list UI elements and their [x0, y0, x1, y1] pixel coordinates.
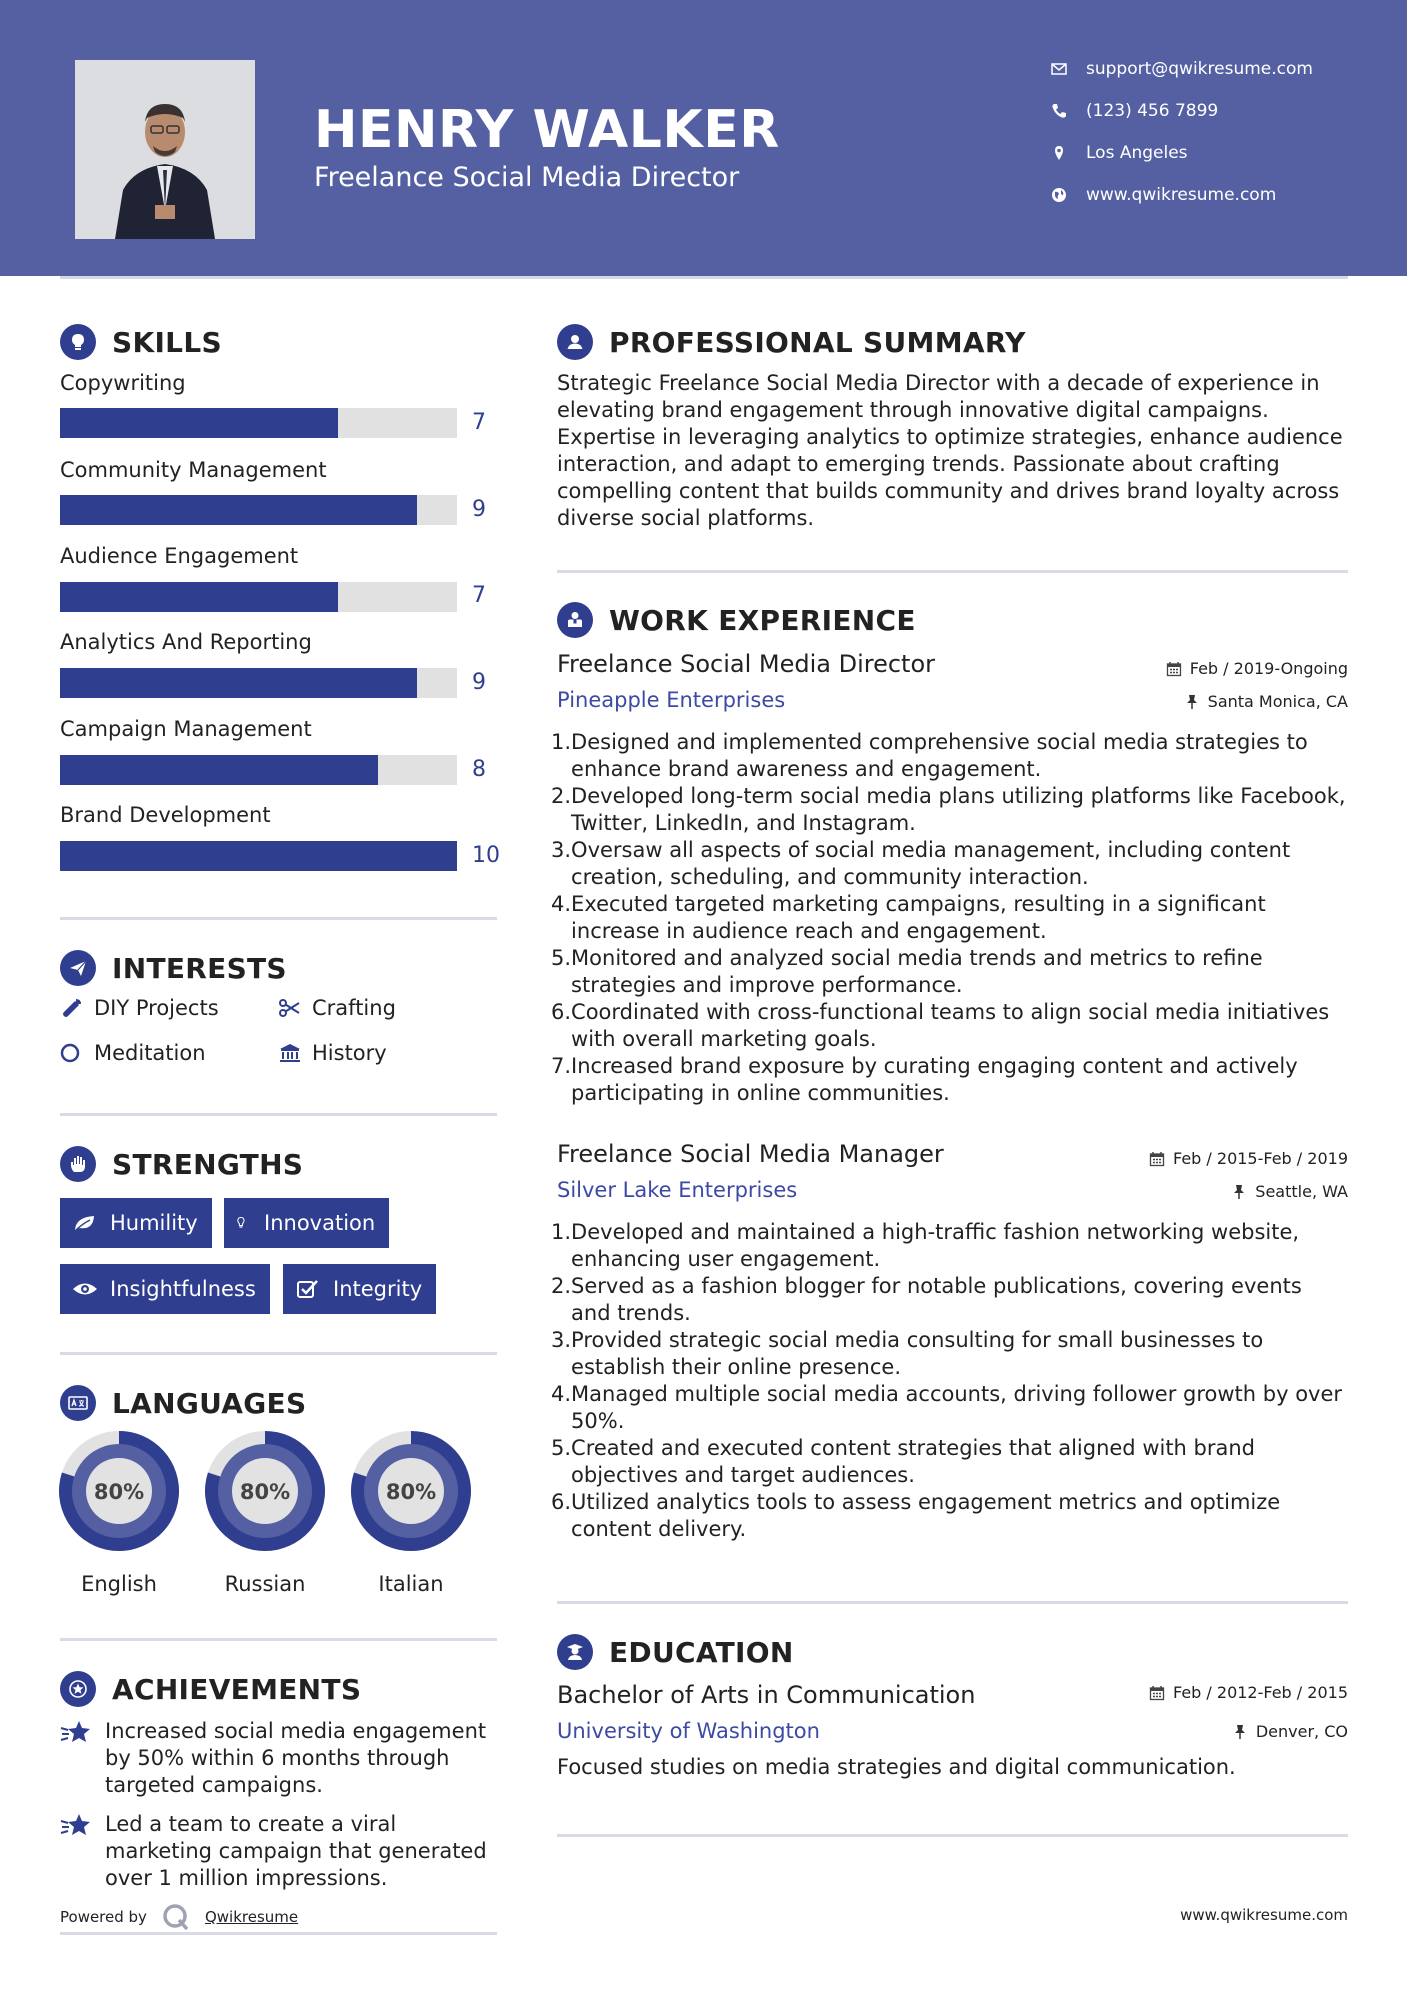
job-location: Seattle, WA: [1231, 1182, 1348, 1201]
globe-icon: [1050, 186, 1068, 204]
strengths-heading: STRENGTHS: [60, 1146, 303, 1182]
bullet-item: 2. Developed long-term social media plans utilizing platforms like Facebook, Twitter, LinkedIn, and Instagram.: [551, 784, 1346, 835]
phone-icon: [1050, 102, 1068, 120]
education-description: Focused studies on media strategies and digital communication.: [557, 1755, 1236, 1779]
section-divider: [60, 1932, 497, 1935]
bullet-item: 3. Provided strategic social media consulting for small businesses to establish their online presence.: [551, 1328, 1264, 1379]
candidate-name: HENRY WALKER: [314, 100, 780, 160]
company-name: Pineapple Enterprises: [557, 688, 786, 712]
bullet-item: 4. Executed targeted marketing campaigns, resulting in a significant increase in audience reach and engagement.: [551, 892, 1266, 943]
skill-value: 7: [472, 583, 486, 608]
skill-bar: [60, 841, 457, 871]
footer-website[interactable]: www.qwikresume.com: [1180, 1906, 1348, 1924]
star-badge-icon: [60, 1671, 96, 1707]
section-divider: [557, 1601, 1348, 1604]
strength-badge: Integrity: [283, 1264, 436, 1314]
education-location: Denver, CO: [1232, 1722, 1348, 1741]
interest-item: Crafting: [278, 996, 396, 1020]
candidate-title: Freelance Social Media Director: [314, 162, 740, 193]
location-text: Los Angeles: [1086, 143, 1188, 163]
skill-bar: [60, 408, 457, 438]
hand-icon: [60, 1146, 96, 1182]
education-dates: Feb / 2012-Feb / 2015: [1149, 1683, 1348, 1702]
skill-bar: [60, 495, 457, 525]
user-icon: [557, 324, 593, 360]
section-divider: [60, 1352, 497, 1355]
paper-plane-icon: [60, 950, 96, 986]
bullet-item: 3. Oversaw all aspects of social media management, including content creation, scheduling, and community interaction.: [551, 838, 1291, 889]
shooting-star-icon: [60, 1811, 92, 1839]
language-percent: 80%: [239, 1480, 291, 1504]
bullet-item: 6. Coordinated with cross-functional teams to align social media initiatives with overall marketing goals.: [551, 1000, 1330, 1051]
section-divider: [557, 1834, 1348, 1837]
lightbulb-icon: [236, 1212, 252, 1234]
skill-value: 9: [472, 497, 486, 522]
profile-photo: [75, 60, 255, 239]
job-title: Freelance Social Media Director: [557, 650, 936, 678]
bullet-item: 2. Served as a fashion blogger for notable publications, covering events and trends.: [551, 1274, 1302, 1325]
language-gauge: [348, 1428, 474, 1554]
pushpin-icon: [1184, 694, 1200, 710]
leaf-icon: [72, 1212, 98, 1234]
contact-website[interactable]: [1050, 185, 1276, 205]
resume-header: [0, 0, 1407, 276]
calendar-icon: [1149, 1151, 1165, 1167]
qwikresume-link[interactable]: Qwikresume: [204, 1908, 299, 1926]
language-gauge: [56, 1428, 182, 1554]
skill-value: 9: [472, 670, 486, 695]
job-dates: Feb / 2015-Feb / 2019: [1149, 1149, 1348, 1168]
skill-bar-fill: [60, 755, 378, 785]
contact-location: [1050, 143, 1188, 163]
email-text: support@qwikresume.com: [1086, 59, 1313, 79]
header-divider: [60, 276, 1348, 279]
graduate-icon: [557, 1634, 593, 1670]
circle-icon: [60, 1041, 84, 1065]
skill-bar-fill: [60, 408, 338, 438]
skill-bar-fill: [60, 841, 457, 871]
envelope-icon: [1050, 60, 1068, 78]
language-name: Italian: [378, 1572, 444, 1596]
section-divider: [60, 1113, 497, 1116]
section-divider: [557, 570, 1348, 573]
job-location: Santa Monica, CA: [1184, 692, 1348, 711]
language-name: Russian: [224, 1572, 306, 1596]
interest-item: History: [278, 1041, 387, 1065]
phone-text: (123) 456 7899: [1086, 101, 1219, 121]
language-percent: 80%: [385, 1480, 437, 1504]
job-dates: Feb / 2019-Ongoing: [1166, 659, 1348, 678]
language-item: [348, 1428, 474, 1596]
interest-item: DIY Projects: [60, 996, 219, 1020]
skill-value: 10: [472, 843, 500, 868]
language-gauge: [202, 1428, 328, 1554]
bullet-item: 1. Designed and implemented comprehensive social media strategies to enhance brand awareness and engagement.: [551, 730, 1308, 781]
eye-icon: [72, 1278, 98, 1300]
qwikresume-logo-icon: [161, 1902, 191, 1932]
skill-label: Brand Development: [60, 803, 271, 827]
skill-label: Analytics And Reporting: [60, 630, 312, 654]
skills-heading: SKILLS: [60, 324, 222, 360]
skill-label: Audience Engagement: [60, 544, 299, 568]
bullet-item: 4. Managed multiple social media accounts, driving follower growth by over 50%.: [551, 1382, 1343, 1433]
calendar-icon: [1166, 661, 1182, 677]
achievements-heading: ACHIEVEMENTS: [60, 1671, 361, 1707]
skill-bar-fill: [60, 668, 417, 698]
bullet-item: 5. Monitored and analyzed social media trends and metrics to refine strategies and improve performance.: [551, 946, 1263, 997]
skill-label: Community Management: [60, 458, 327, 482]
skill-bar-fill: [60, 495, 417, 525]
skill-value: 7: [472, 410, 486, 435]
language-name: English: [81, 1572, 157, 1596]
bullet-item: 7. Increased brand exposure by curating engaging content and actively participating in online communities.: [551, 1054, 1298, 1105]
company-name: Silver Lake Enterprises: [557, 1178, 798, 1202]
language-percent: 80%: [93, 1480, 145, 1504]
section-divider: [60, 1638, 497, 1641]
lightbulb-icon: [60, 324, 96, 360]
work-heading: WORK EXPERIENCE: [557, 602, 916, 638]
degree-title: Bachelor of Arts in Communication: [557, 1681, 976, 1709]
strength-badge: Innovation: [224, 1198, 389, 1248]
skill-label: Campaign Management: [60, 717, 312, 741]
wrench-icon: [60, 996, 84, 1020]
job-bullets: [551, 729, 1346, 1107]
bullet-item: 6. Utilized analytics tools to assess engagement metrics and optimize content delivery.: [551, 1490, 1281, 1541]
bank-icon: [278, 1041, 302, 1065]
school-name: University of Washington: [557, 1719, 820, 1743]
achievement-item: Increased social media engagement by 50% within 6 months through targeted campaigns.: [60, 1718, 500, 1799]
website-text: www.qwikresume.com: [1086, 185, 1277, 205]
skill-bar: [60, 755, 457, 785]
map-pin-icon: [1050, 144, 1068, 162]
scissors-icon: [278, 996, 302, 1020]
skill-label: Copywriting: [60, 371, 186, 395]
shooting-star-icon: [60, 1718, 92, 1746]
skill-bar-fill: [60, 582, 338, 612]
summary-heading: PROFESSIONAL SUMMARY: [557, 324, 1026, 360]
contact-email[interactable]: [1050, 59, 1313, 79]
language-item: [56, 1428, 182, 1596]
powered-by: Powered by Qwikresume: [60, 1902, 298, 1932]
interests-heading: INTERESTS: [60, 950, 287, 986]
languages-heading: LANGUAGES: [60, 1385, 306, 1421]
strength-badge: Humility: [60, 1198, 212, 1248]
education-heading: EDUCATION: [557, 1634, 794, 1670]
check-square-icon: [295, 1278, 321, 1300]
language-icon: [60, 1385, 96, 1421]
job-title: Freelance Social Media Manager: [557, 1140, 944, 1168]
pushpin-icon: [1231, 1184, 1247, 1200]
bullet-item: 1. Developed and maintained a high-traffic fashion networking website, enhancing user engagement.: [551, 1220, 1300, 1271]
bullet-item: 5. Created and executed content strategies that aligned with brand objectives and target audiences.: [551, 1436, 1256, 1487]
briefcase-user-icon: [557, 602, 593, 638]
achievement-item: Led a team to create a viral marketing campaign that generated over 1 million impressions.: [60, 1811, 500, 1892]
strength-badge: Insightfulness: [60, 1264, 270, 1314]
interest-item: Meditation: [60, 1041, 206, 1065]
skill-value: 8: [472, 757, 486, 782]
summary-text: Strategic Freelance Social Media Director with a decade of experience in elevating brand engagement through innovative digital campaigns. Expertise in leveraging analytics to optimize strategies, enhance audience interaction, and adapt to emerging trends. Passionate about crafting compelling content that builds community and drives brand loyalty across diverse social platforms.: [557, 371, 1343, 530]
language-item: [202, 1428, 328, 1596]
contact-phone[interactable]: [1050, 101, 1218, 121]
job-bullets: [551, 1219, 1346, 1543]
pushpin-icon: [1232, 1724, 1248, 1740]
skill-bar: [60, 668, 457, 698]
section-divider: [60, 917, 497, 920]
calendar-icon: [1149, 1685, 1165, 1701]
skill-bar: [60, 582, 457, 612]
